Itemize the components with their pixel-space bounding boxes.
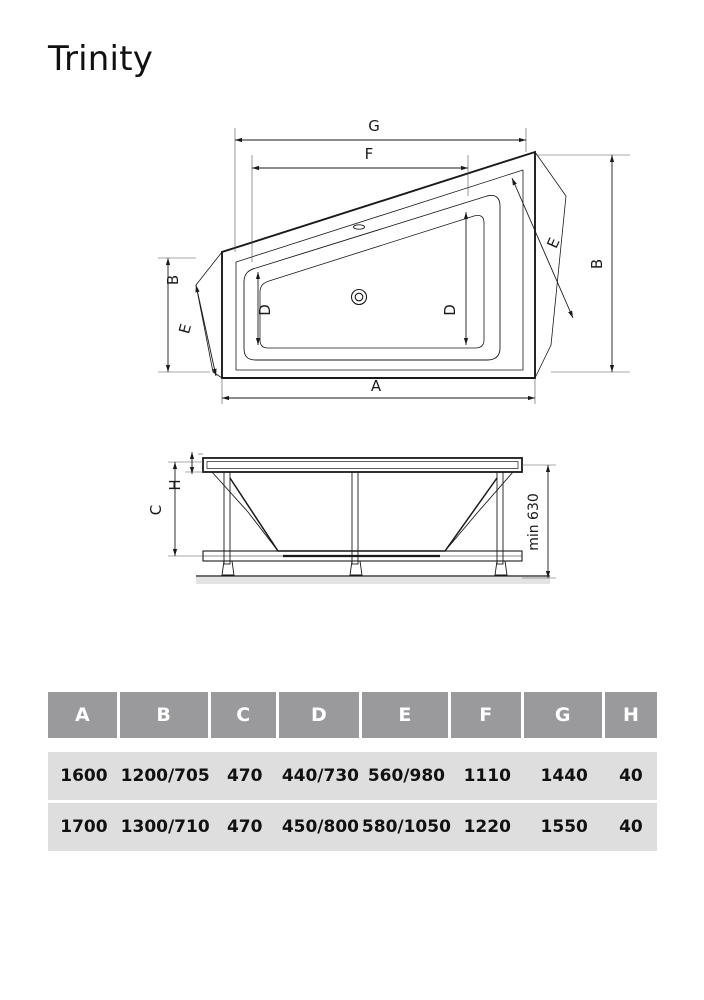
cell-F: 1110 xyxy=(451,752,524,803)
table-header-D: D xyxy=(279,692,362,738)
dim-label-D-right: D xyxy=(441,304,459,316)
table-header-F: F xyxy=(451,692,524,738)
table-row xyxy=(48,803,657,851)
dim-label-F: F xyxy=(364,145,374,163)
cell-D: 450/800 xyxy=(279,803,362,851)
table-header-B: B xyxy=(120,692,211,738)
dim-label-H: H xyxy=(166,479,184,491)
table-header-C: C xyxy=(211,692,279,738)
cell-A: 1600 xyxy=(48,752,120,803)
page-title: Trinity xyxy=(48,39,154,79)
dim-label-B-left: B xyxy=(164,274,182,286)
cell-E: 560/980 xyxy=(362,752,451,803)
cell-H: 40 xyxy=(605,752,657,803)
dim-label-A: A xyxy=(370,377,382,395)
cell-G: 1550 xyxy=(524,803,605,851)
dim-label-D-left: D xyxy=(256,304,274,316)
dim-label-E-right: E xyxy=(543,234,564,251)
table-header-H: H xyxy=(605,692,657,738)
cell-A: 1700 xyxy=(48,803,120,851)
cell-F: 1220 xyxy=(451,803,524,851)
table-header-A: A xyxy=(48,692,120,738)
frame-braces xyxy=(212,472,513,551)
floor-hatch xyxy=(196,577,550,584)
dim-label-C: C xyxy=(147,504,165,516)
cell-D: 440/730 xyxy=(279,752,362,803)
table-header-G: G xyxy=(524,692,605,738)
cell-B: 1200/705 xyxy=(120,752,211,803)
cell-G: 1440 xyxy=(524,752,605,803)
dim-label-B-right: B xyxy=(588,258,606,270)
cell-C: 470 xyxy=(211,752,279,803)
dimensions-table xyxy=(48,692,657,851)
table-header-row xyxy=(48,692,657,738)
table-header-E: E xyxy=(362,692,451,738)
cell-B: 1300/710 xyxy=(120,803,211,851)
cell-H: 40 xyxy=(605,803,657,851)
table-row xyxy=(48,752,657,803)
tub-rim-slab xyxy=(203,458,522,472)
frame-posts xyxy=(224,472,503,564)
dim-label-E-left: E xyxy=(175,321,196,336)
table-spacer-row xyxy=(48,738,657,752)
cell-C: 470 xyxy=(211,803,279,851)
cell-E: 580/1050 xyxy=(362,803,451,851)
tub-rim-inner-line xyxy=(207,462,518,469)
adjustable-feet xyxy=(222,561,507,575)
dim-label-G: G xyxy=(368,117,380,135)
dim-label-min-630: min 630 xyxy=(526,493,542,551)
